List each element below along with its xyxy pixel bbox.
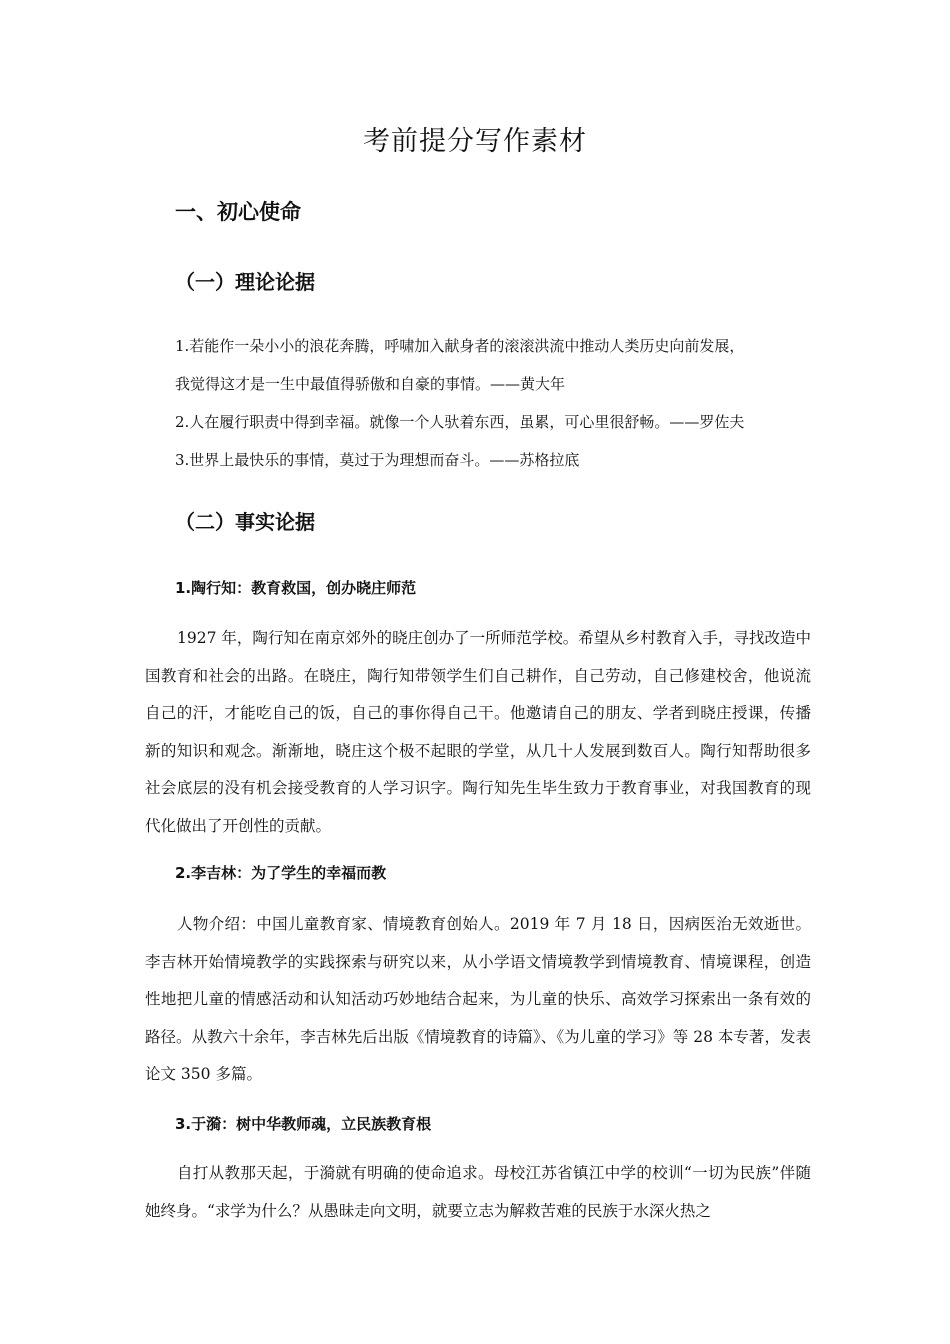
quote-line: 我觉得这才是一生中最值得骄傲和自豪的事情。——黄大年 [175,375,566,393]
quote-line: 2.人在履行职责中得到幸福。就像一个人驮着东西，虽累，可心里很舒畅。——罗佐夫 [175,413,745,431]
section-heading-mission: 一、初心使命 [175,200,301,224]
fact-paragraph-li-jilin: 人物介绍：中国儿童教育家、情境教育创始人。2019 年 7 月 18 日，因病医治无效逝世。李吉林开始情境教学的实践探索与研究以来，从小学语文情境教学到情境教育、情境课程，创造性地把儿童的情感活动和认知活动巧妙地结合起来，为儿童的快乐、高效学习探索出一条有效的路径。从教六十余年，李吉林先后出版《情境教育的诗篇》、《为儿童的学习》等 28 本专著，发表论文 350 多篇。 [145,915,811,1083]
quote-line: 1.若能作一朵小小的浪花奔腾，呼啸加入献身者的滚滚洪流中推动人类历史向前发展， [175,337,745,355]
fact-heading-tao-xingzhi: 1.陶行知：教育救国，创办晓庄师范 [175,579,417,597]
theory-quotes [175,336,815,488]
fact-paragraph-tao-xingzhi: 1927 年，陶行知在南京郊外的晓庄创办了一所师范学校。希望从乡村教育入手，寻找改造中国教育和社会的出路。在晓庄，陶行知带领学生们自己耕作，自己劳动，自己修建校舍，他说流自己的汗，才能吃自己的饭，自己的事你得自己干。他邀请自己的朋友、学者到晓庄授课，传播新的知识和观念。渐渐地，晓庄这个极不起眼的学堂，从几十人发展到数百人。陶行知帮助很多社会底层的没有机会接受教育的人学习识字。陶行知先生毕生致力于教育事业，对我国教育的现代化做出了开创性的贡献。 [145,629,811,835]
page-title: 考前提分写作素材 [363,126,587,157]
subsection-heading-theory: （一）理论论据 [175,270,315,294]
fact-paragraph-yu-yi: 自打从教那天起，于漪就有明确的使命追求。母校江苏省镇江中学的校训“一切为民族”伴随她终身。“求学为什么？从愚昧走向文明，就要立志为解救苦难的民族于水深火热之 [145,1164,811,1220]
fact-heading-li-jilin: 2.李吉林：为了学生的幸福而教 [175,864,387,882]
fact-heading-yu-yi: 3.于漪：树中华教师魂，立民族教育根 [175,1115,432,1133]
subsection-heading-facts: （二）事实论据 [175,510,315,534]
quote-line: 3.世界上最快乐的事情，莫过于为理想而奋斗。——苏格拉底 [175,451,580,469]
